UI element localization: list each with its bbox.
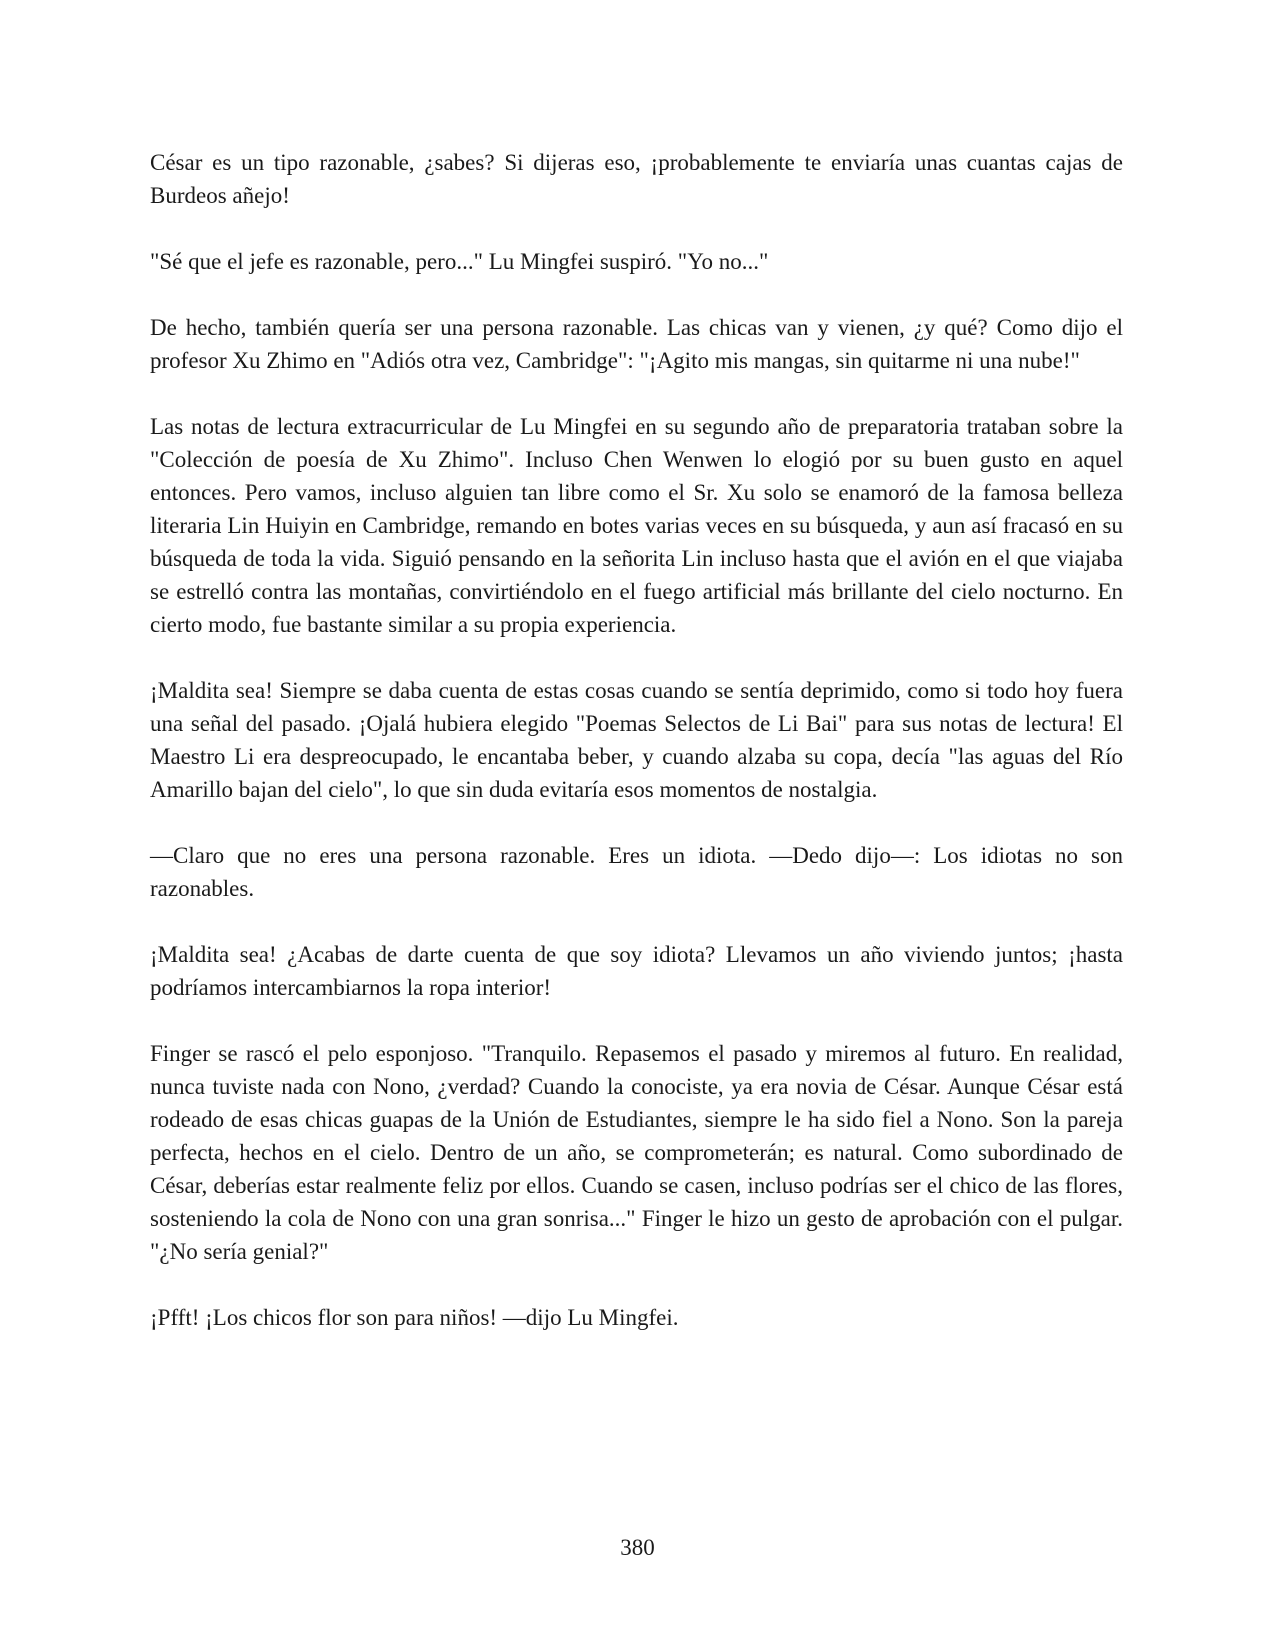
paragraph-9: ¡Pfft! ¡Los chicos flor son para niños! —dijo Lu Mingfei. [150,1305,679,1330]
paragraph-5: ¡Maldita sea! Siempre se daba cuenta de estas cosas cuando se sentía deprimido, como si todo hoy fuera una señal del pasado. ¡Ojalá hubiera elegido "Poemas Selectos de Li Bai" para sus notas de lectura! El Maestro Li era despreocupado, le encantaba beber, y cuando alzaba su copa, decía "las aguas del Río Amarillo bajan del cielo", lo que sin duda evitaría esos momentos de nostalgia. [150,678,1123,802]
page-body [150,146,1123,1367]
paragraph-6: —Claro que no eres una persona razonable. Eres un idiota. —Dedo dijo—: Los idiotas no son razonables. [150,843,1123,901]
paragraph-1: César es un tipo razonable, ¿sabes? Si dijeras eso, ¡probablemente te enviaría unas cuantas cajas de Burdeos añejo! [150,150,1123,208]
paragraph-8: Finger se rascó el pelo esponjoso. "Tranquilo. Repasemos el pasado y miremos al futuro. En realidad, nunca tuviste nada con Nono, ¿verdad? Cuando la conociste, ya era novia de César. Aunque César está rodeado de esas chicas guapas de la Unión de Estudiantes, siempre le ha sido fiel a Nono. Son la pareja perfecta, hechos en el cielo. Dentro de un año, se comprometerán; es natural. Como subordinado de César, deberías estar realmente feliz por ellos. Cuando se casen, incluso podrías ser el chico de las flores, sosteniendo la cola de Nono con una gran sonrisa..." Finger le hizo un gesto de aprobación con el pulgar. "¿No sería genial?" [150,1041,1123,1264]
paragraph-2: "Sé que el jefe es razonable, pero..." Lu Mingfei suspiró. "Yo no..." [150,249,769,274]
paragraph-7: ¡Maldita sea! ¿Acabas de darte cuenta de que soy idiota? Llevamos un año viviendo juntos; ¡hasta podríamos intercambiarnos la ropa interior! [150,942,1123,1000]
paragraph-4: Las notas de lectura extracurricular de Lu Mingfei en su segundo año de preparatoria trataban sobre la "Colección de poesía de Xu Zhimo". Incluso Chen Wenwen lo elogió por su buen gusto en aquel entonces. Pero vamos, incluso alguien tan libre como el Sr. Xu solo se enamoró de la famosa belleza literaria Lin Huiyin en Cambridge, remando en botes varias veces en su búsqueda, y aun así fracasó en su búsqueda de toda la vida. Siguió pensando en la señorita Lin incluso hasta que el avión en el que viajaba se estrelló contra las montañas, convirtiéndolo en el fuego artificial más brillante del cielo nocturno. En cierto modo, fue bastante similar a su propia experiencia. [150,414,1123,637]
page-number: 380 [620,1535,655,1560]
paragraph-3: De hecho, también quería ser una persona razonable. Las chicas van y vienen, ¿y qué? Como dijo el profesor Xu Zhimo en "Adiós otra vez, Cambridge": "¡Agito mis mangas, sin quitarme ni una nube!" [150,315,1123,373]
